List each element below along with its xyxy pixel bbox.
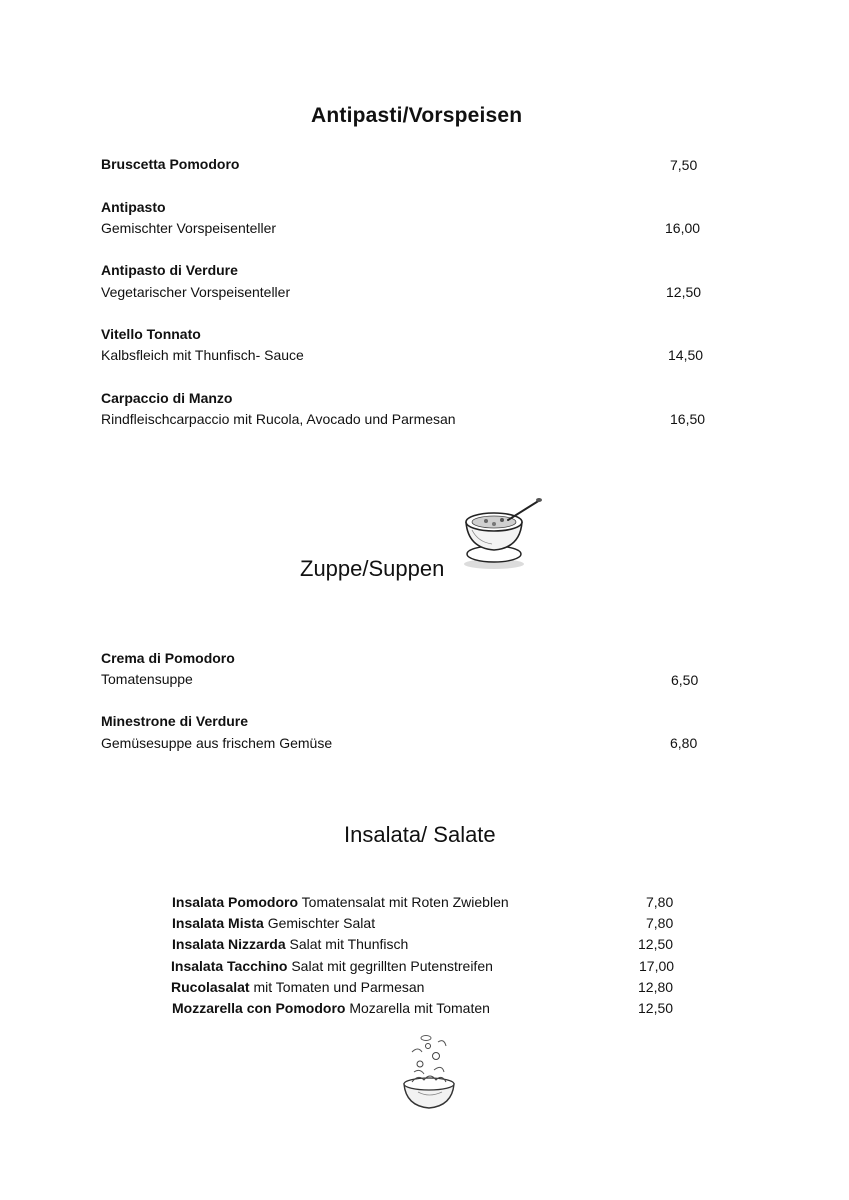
menu-item-price: 12,80: [638, 979, 674, 995]
menu-item-price: 7,80: [646, 894, 674, 910]
menu-item-price: 17,00: [639, 958, 675, 974]
menu-item-description: Kalbsfleich mit Thunfisch- Sauce: [101, 347, 304, 363]
menu-item-description: Gemüsesuppe aus frischem Gemüse: [101, 735, 333, 751]
menu-item-price: 14,50: [668, 347, 704, 363]
salad-item: [171, 958, 493, 974]
menu-item-price: 6,80: [670, 735, 698, 751]
salad-item: [172, 1000, 490, 1016]
salad-item: [172, 936, 408, 952]
menu-item-price: 16,00: [665, 220, 701, 236]
salad-item: [172, 894, 509, 910]
menu-item-name: Carpaccio di Manzo: [101, 390, 233, 406]
menu-item-name: Antipasto: [101, 199, 166, 215]
salad-item: [172, 915, 375, 931]
salad-item: [171, 979, 424, 995]
zuppe-heading: Zuppe/Suppen: [300, 556, 445, 581]
menu-item-name: Crema di Pomodoro: [101, 650, 235, 666]
salad-bowl-icon: [398, 1034, 460, 1112]
soup-bowl-icon: [458, 494, 544, 574]
antipasti-heading: Antipasti/Vorspeisen: [311, 104, 523, 127]
menu-item-price: 12,50: [666, 284, 702, 300]
salad-item-description: Salat mit gegrillten Putenstreifen: [291, 958, 493, 974]
menu-item-price: 12,50: [638, 1000, 674, 1016]
insalata-heading: Insalata/ Salate: [344, 822, 496, 847]
menu-item-description: Tomatensuppe: [101, 671, 193, 687]
salad-item-name: Insalata Tacchino: [171, 958, 288, 974]
menu-item-price: 6,50: [671, 672, 699, 688]
menu-item-price: 7,50: [670, 157, 698, 173]
salad-item-name: Insalata Mista: [172, 915, 264, 931]
salad-item-description: mit Tomaten und Parmesan: [253, 979, 425, 995]
menu-item-name: Minestrone di Verdure: [101, 713, 249, 729]
menu-item-description: Gemischter Vorspeisenteller: [101, 220, 277, 236]
salad-item-description: Tomatensalat mit Roten Zwieblen: [298, 894, 509, 910]
menu-item-description: Rindfleischcarpaccio mit Rucola, Avocado und Parmesan: [101, 411, 456, 427]
menu-item-price: 16,50: [670, 411, 706, 427]
salad-item-description: Gemischter Salat: [267, 915, 376, 931]
salad-item-name: Insalata Nizzarda: [172, 936, 286, 952]
menu-item-price: 12,50: [638, 936, 674, 952]
menu-item-price: 7,80: [646, 915, 674, 931]
menu-item-name: Antipasto di Verdure: [101, 262, 238, 278]
salad-item-name: Insalata Pomodoro: [172, 894, 299, 910]
menu-item-name: Bruscetta Pomodoro: [101, 156, 240, 172]
menu-item-name: Vitello Tonnato: [101, 326, 201, 342]
salad-item-name: Rucolasalat: [171, 979, 250, 995]
salad-item-description: Salat mit Thunfisch: [289, 936, 409, 952]
menu-item-description: Vegetarischer Vorspeisenteller: [101, 284, 291, 300]
salad-item-name: Mozzarella con Pomodoro: [172, 1000, 346, 1016]
salad-item-description: Mozarella mit Tomaten: [349, 1000, 490, 1016]
